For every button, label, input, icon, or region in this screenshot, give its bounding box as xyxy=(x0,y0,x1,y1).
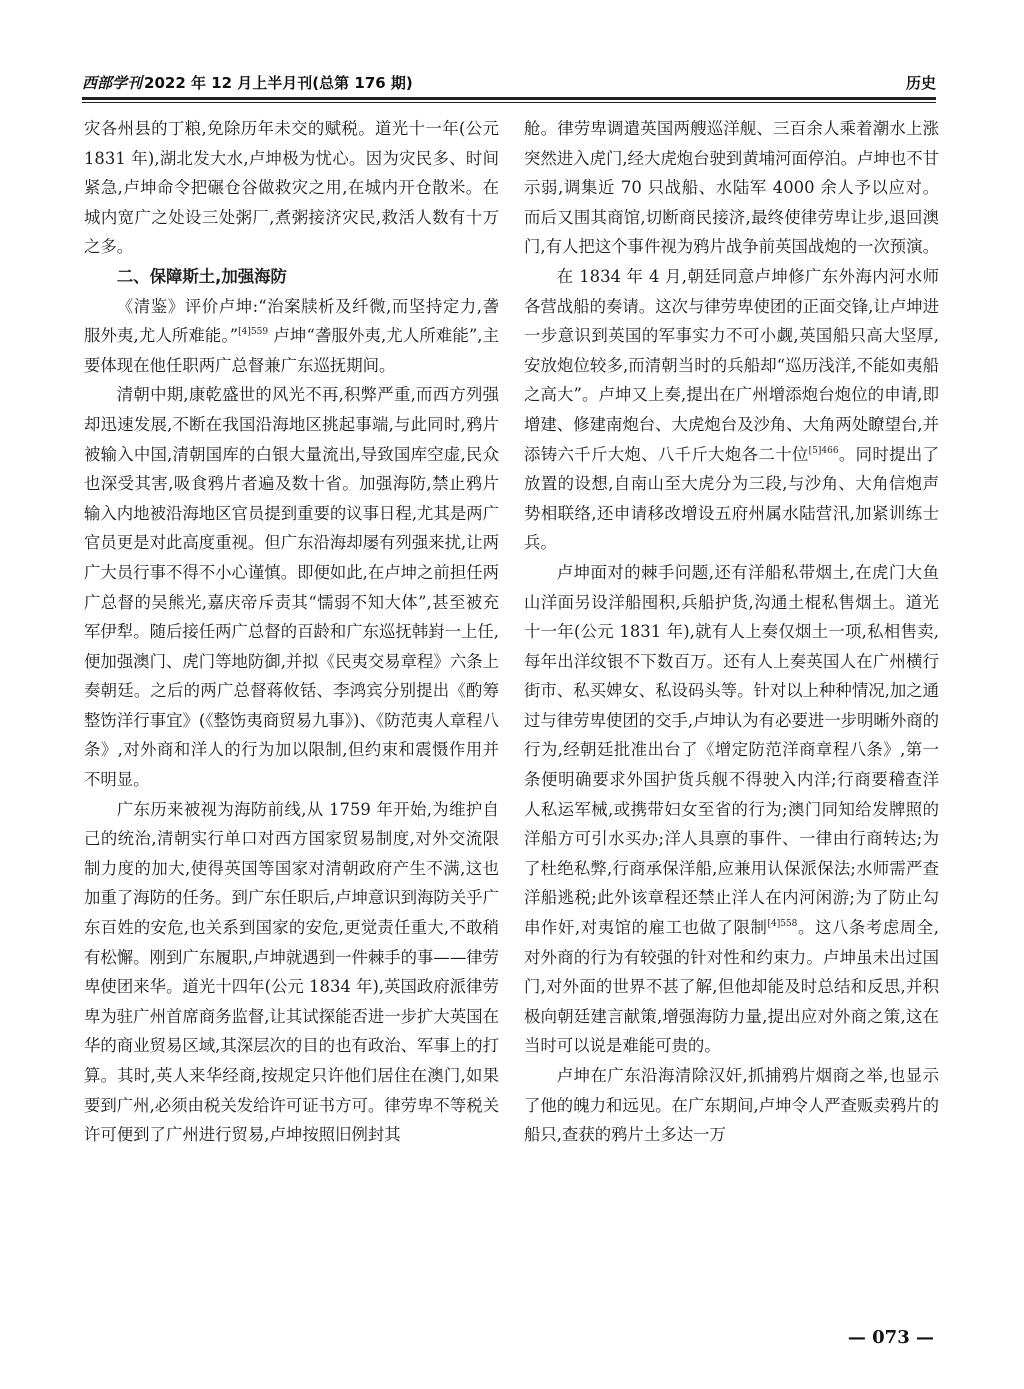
journal-logo: 西部学刊 xyxy=(82,74,143,92)
paragraph-text: 在 1834 年 4 月,朝廷同意卢坤修广东外海内河水师各营战船的奏请。这次与律劳卑使团的正面交锋,让卢坤进一步意识到英国的军事实力不可小觑,英国船只高大坚厚,安放炮位较多,而清朝当时的兵船却“巡历浅洋,不能如夷船之高大”。卢坤又上奏,提出在广州增添炮台炮位的申请,即增建、修建南炮台、大虎炮台及沙角、大角两处瞭望台,并添铸六千斤大炮、八千斤大炮各二十位 xyxy=(524,266,939,464)
journal-masthead xyxy=(82,72,413,93)
section-heading: 二、保障斯土,加强海防 xyxy=(116,266,287,286)
paragraph: 广东历来被视为海防前线,从 1759 年开始,为维护自己的统治,清朝实行单口对西方国家贸易制度,对外交流限制力度的加大,使得英国等国家对清朝政府产生不满,这也加重了海防的任务。到广东任职后,卢坤意识到海防关乎广东百姓的安危,也关系到国家的安危,更觉责任重大,不敢稍有松懈。刚到广东履职,卢坤就遇到一件棘手的事——律劳卑使团来华。道光十四年(公元 1834 年),英国政府派律劳卑为驻广州首席商务监督,让其试探能否进一步扩大英国在华的商业贸易区域,其深层次的目的也有政治、军事上的打算。其时,英人来华经商,按规定只许他们居住在澳门,如果要到广州,必须由税关发给许可证书方可。律劳卑不等税关许可便到了广州进行贸易,卢坤按照旧例封其 xyxy=(84,799,499,1145)
paragraph: 灾各州县的丁粮,免除历年未交的赋税。道光十一年(公元 1831 年),湖北发大水,卢坤极为忧心。因为灾民多、时间紧急,卢坤命令把碾仓谷做救灾之用,在城内开仓散米。在城内宽广之处设三处粥厂,煮粥接济灾民,救活人数有十万之多。 xyxy=(84,119,499,257)
paragraph-text: 。这八条考虑周全,对外商的行为有较强的针对性和约束力。卢坤虽未出过国门,对外面的世界不甚了解,但他却能及时总结和反思,并积极向朝廷建言献策,增强海防力量,提出应对外商之策,这在当时可以说是难能可贵的。 xyxy=(524,918,939,1056)
citation-superscript: [5]466 xyxy=(808,445,839,456)
paragraph xyxy=(84,292,499,381)
paragraph: 舱。律劳卑调遣英国两艘巡洋舰、三百余人乘着潮水上涨突然进入虎门,经大虎炮台驶到黄埔河面停泊。卢坤也不甘示弱,调集近 70 只战船、水陆军 4000 余人予以应对。而后又围其商馆,切断商民接济,最终使律劳卑让步,退回澳门,有人把这个事件视为鸦片战争前英国战炮的一次预演。 xyxy=(524,119,939,257)
issue-info: 2022 年 12 月上半月刊(总第 176 期) xyxy=(144,74,413,92)
header-rule-thick xyxy=(82,97,936,100)
page-header xyxy=(82,70,936,98)
page-number: — 073 — xyxy=(847,1327,934,1348)
paragraph: 清朝中期,康乾盛世的风光不再,积弊严重,而西方列强却迅速发展,不断在我国沿海地区挑起事端,与此同时,鸦片被输入中国,清朝国库的白银大量流出,导致国库空虚,民众也深受其害,吸食鸦片者遍及数十省。加强海防,禁止鸦片输入内地被沿海地区官员提到重要的议事日程,尤其是两广官员更是对此高度重视。但广东沿海却屡有列强来扰,让两广大员行事不得不小心谨慎。即便如此,在卢坤之前担任两广总督的吴熊光,嘉庆帝斥责其“懦弱不知大体”,甚至被充军伊犁。随后接任两广总督的百龄和广东巡抚韩崶一上任,便加强澳门、虎门等地防御,并拟《民夷交易章程》六条上奏朝廷。之后的两广总督蒋攸铦、李鸿宾分别提出《酌筹整饬洋行事宜》(《整饬夷商贸易九事》)、《防范夷人章程八条》,对外商和洋人的行为加以限制,但约束和震慑作用并不明显。 xyxy=(84,385,499,790)
paragraph: 卢坤在广东沿海清除汉奸,抓捕鸦片烟商之举,也显示了他的魄力和远见。在广东期间,卢坤令人严查贩卖鸦片的船只,查获的鸦片土多达一万 xyxy=(524,1066,939,1145)
header-rule-thin xyxy=(82,102,936,103)
paragraph-text: 《清鉴》评价卢坤:“治案牍析及纤微,而坚持定力,詟服外夷,尤人所难能。” xyxy=(84,296,499,346)
paragraph xyxy=(524,558,939,1061)
right-column xyxy=(524,114,939,1150)
paragraph xyxy=(524,262,939,558)
paragraph-text: 卢坤“詟服外夷,尤人所难能”,主要体现在他任职两广总督兼广东巡抚期间。 xyxy=(84,326,500,375)
citation-superscript: [4]558 xyxy=(767,919,798,930)
section-name: 历史 xyxy=(905,74,936,92)
citation-superscript: [4]559 xyxy=(238,327,269,338)
paragraph-text: 。同时提出了放置的设想,自南山至大虎分为三段,与沙角、大角信炮声势相联络,还申请移改增设五府州属水陆营汛,加紧训练士兵。 xyxy=(524,444,940,553)
paragraph-text: 卢坤面对的棘手问题,还有洋船私带烟土,在虎门大鱼山洋面另设洋船囤积,兵船护货,沟通土棍私售烟土。道光十一年(公元 1831 年),就有人上奏仅烟土一项,私相售卖,每年出洋纹银不下数百万。还有人上奏英国人在广州横行街市、私买婢女、私设码头等。针对以上种种情况,加之通过与律劳卑使团的交手,卢坤认为有必要进一步明晰外商的行为,经朝廷批准出台了《增定防范洋商章程八条》,第一条便明确要求外国护货兵舰不得驶入内洋;行商要稽查洋人私运军械,或携带妇女至省的行为;澳门同知给发牌照的洋船方可引水买办;洋人具禀的事件、一律由行商转达;为了杜绝私弊,行商承保洋船,应兼用认保派保法;水师需严查洋船逃税;此外该章程还禁止洋人在内河闲游;为了防止勾串作奸,对夷馆的雇工也做了限制 xyxy=(524,562,939,938)
left-column xyxy=(84,114,499,1150)
